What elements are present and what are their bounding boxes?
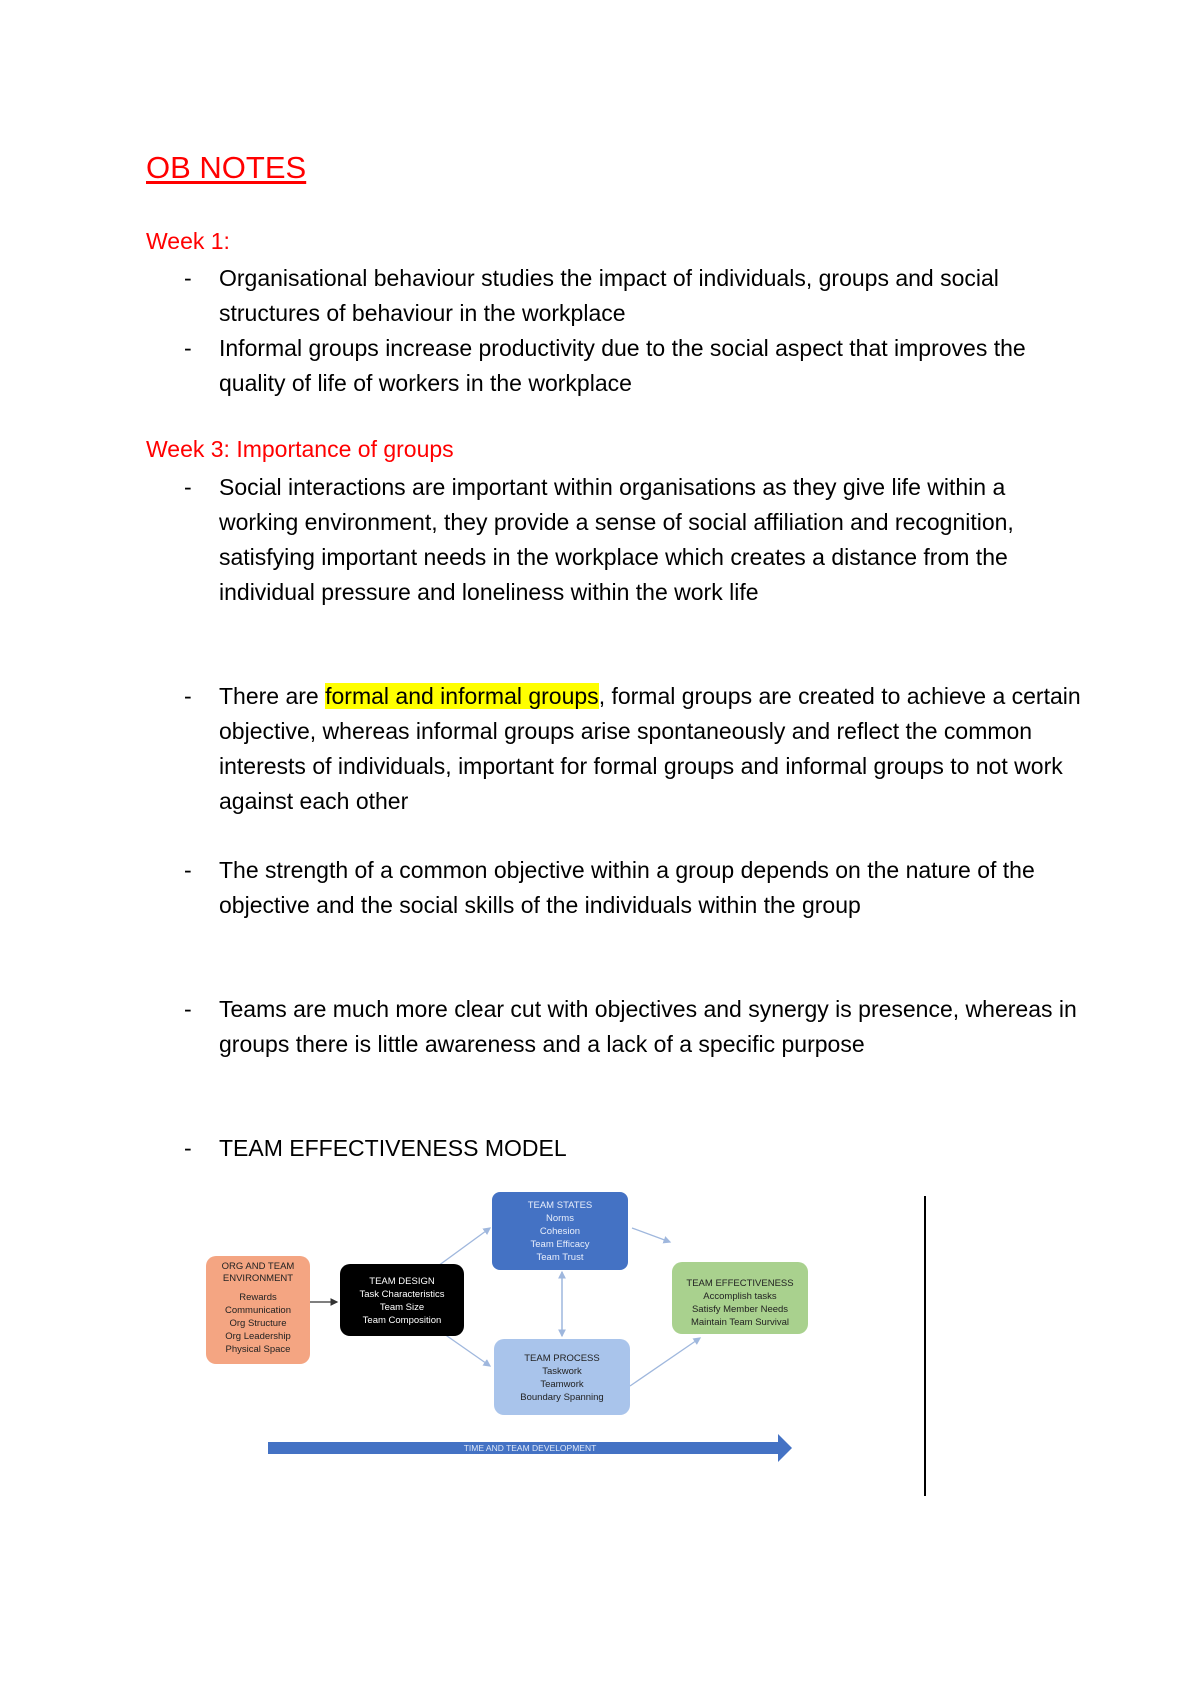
bullet-text: Social interactions are important within organisations as they give life within a working environment, they provide a sense of social affiliation and recognition, satisfying important needs in the workplace which creates a distance from the individual pressure and loneliness within the work life [219,474,1014,605]
bullet-text: Organisational behaviour studies the impact of individuals, groups and social structures of behaviour in the workplace [219,265,999,326]
week1-bullet-1 [184,261,1084,331]
design-item-2: Team Size [379,1302,425,1313]
timeline-arrow [268,1434,792,1462]
vertical-divider-line [924,1196,926,1496]
bullet-text: Informal groups increase productivity due to the social aspect that improves the quality of life of workers in the workplace [219,335,1026,396]
week3-bullet-1 [184,470,1084,610]
process-box-shape [494,1339,630,1415]
bullet-dash: - [184,683,192,709]
bullet-text: TEAM EFFECTIVENESS MODEL [219,1135,567,1161]
design-item-3: Team Composition [362,1315,442,1326]
states-item-1: Norms [546,1213,574,1224]
design-item-1: Task Characteristics [359,1289,445,1300]
bullet-text: The strength of a common objective within a group depends on the nature of the objective and the social skills of the individuals within the group [219,857,1035,918]
env-item-5: Physical Space [225,1344,291,1355]
bullet-dash: - [184,335,192,361]
week3-heading: Week 3: Importance of groups [146,436,454,462]
effectiveness-item-3: Maintain Team Survival [690,1317,790,1328]
env-item-4: Org Leadership [225,1331,291,1342]
states-title: TEAM STATES [527,1200,593,1211]
env-title: ORG AND TEAM ENVIRONMENT [221,1261,295,1284]
bullet-text [219,679,1084,819]
bullet-dash: - [184,857,192,883]
team-effectiveness-diagram [200,1186,940,1496]
week1-heading: Week 1: [146,228,230,254]
bullet-dash: - [184,265,192,291]
states-item-3: Team Efficacy [530,1239,590,1250]
process-title: TEAM PROCESS [524,1353,600,1364]
team-effectiveness-box [672,1262,808,1334]
design-title: TEAM DESIGN [369,1276,435,1287]
process-item-3: Boundary Spanning [520,1392,604,1403]
env-item-1: Rewards [239,1292,277,1303]
bullet-text: Teams are much more clear cut with objectives and synergy is presence, whereas in groups there is little awareness and a lack of a specific purpose [219,996,1077,1057]
connector-states-effectiveness [632,1228,670,1242]
org-team-environment-box [206,1256,310,1364]
effectiveness-item-1: Accomplish tasks [703,1291,777,1302]
highlighted-phrase: formal and informal groups [325,683,599,709]
week3-bullet-3 [184,853,1084,923]
team-design-box [340,1264,464,1336]
bullet-dash: - [184,474,192,500]
connector-process-effectiveness [630,1338,700,1386]
process-item-2: Teamwork [540,1379,584,1390]
page-title: OB NOTES [146,150,307,185]
states-item-4: Team Trust [536,1252,584,1263]
timeline-label: TIME AND TEAM DEVELOPMENT [463,1443,597,1453]
states-item-2: Cohesion [539,1226,581,1237]
week1-bullet-2 [184,331,1084,401]
week3-bullet-2 [184,679,1084,819]
team-states-box [492,1192,628,1270]
process-item-1: Taskwork [542,1366,582,1377]
bullet-dash: - [184,996,192,1022]
bullet-text-rest: , formal groups are created to achieve a certain objective, whereas informal groups arise spontaneously and reflect the common interests of individuals, important for formal groups and informal groups to not work against each other [219,683,1081,814]
env-item-2: Communication [225,1305,291,1316]
effectiveness-title: TEAM EFFECTIVENESS [686,1278,794,1289]
bullet-dash: - [184,1135,192,1161]
env-item-3: Org Structure [229,1318,287,1329]
team-process-box [494,1339,630,1415]
week3-bullet-4 [184,992,1084,1062]
bullet-text-start: There are [219,683,326,709]
effectiveness-item-2: Satisfy Member Needs [691,1304,789,1315]
week3-bullet-5 [184,1131,1084,1166]
